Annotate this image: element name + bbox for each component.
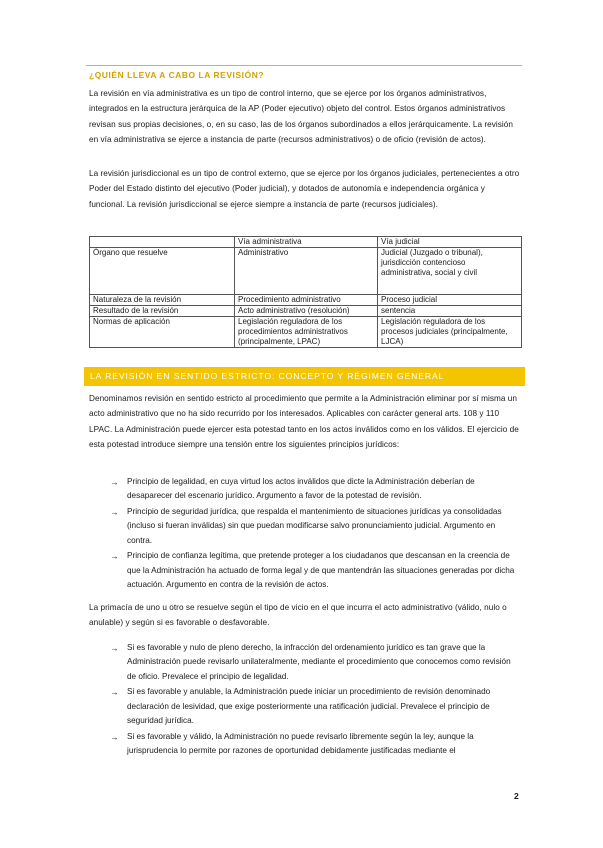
principles-list	[110, 475, 521, 594]
top-rule	[86, 65, 522, 66]
table-header-cell: Vía administrativa	[235, 237, 378, 248]
section-heading-strict-review: LA REVISIÓN EN SENTIDO ESTRICTO: CONCEPTO Y RÉGIMEN GENERAL	[90, 371, 445, 381]
arrow-right-icon: →	[110, 687, 119, 698]
list-item	[110, 475, 521, 504]
page-number: 2	[514, 791, 519, 801]
table-cell: Procedimiento administrativo	[235, 295, 378, 306]
table-row	[90, 317, 522, 348]
section-banner	[84, 367, 525, 386]
table-cell: Administrativo	[235, 248, 378, 295]
table-cell: Normas de aplicación	[90, 317, 235, 348]
table-cell: Proceso judicial	[378, 295, 522, 306]
table-header-row	[90, 237, 522, 248]
arrow-right-icon: →	[110, 643, 119, 653]
list-item	[110, 730, 521, 759]
table-row	[90, 248, 522, 295]
table-cell: Acto administrativo (resolución)	[235, 306, 378, 317]
list-item-text: Principio de legalidad, en cuya virtud los actos inválidos que dicte la Administración deberían de desaparecer del escenario jurídico. Argumento a favor de la potestad de revisión.	[127, 477, 475, 501]
arrow-right-icon: →	[110, 477, 119, 487]
table-header-cell: Vía judicial	[378, 237, 522, 248]
list-item-text: Principio de seguridad jurídica, que respalda el mantenimiento de situaciones jurídicas ya consolidadas (incluso si fueran inválidas) sin que puedan modificarse salvo pronunciamiento judicial. Argumento en contra.	[127, 507, 502, 545]
table-cell: Judicial (Juzgado o tribunal), jurisdicción contencioso administrativa, social y civil	[378, 248, 522, 295]
table-cell: Resultado de la revisión	[90, 306, 235, 317]
paragraph-judicial-review: La revisión jurisdiccional es un tipo de control externo, que se ejerce por los órganos judiciales, pertenecientes a otro Poder del Estado distinto del ejecutivo (Poder judicial), y dotados de autonomía e independencia orgánica y funcional. La revisión jurisdiccional se ejerce siempre a instancia de parte (recursos judiciales).	[89, 169, 520, 209]
list-item-text: Si es favorable y nulo de pleno derecho, la infracción del ordenamiento jurídico es tan grave que la Administración puede revisarlo unilateralmente, mediante el procedimiento que conocemos como revisión de oficio. Prevalece el principio de legalidad.	[127, 643, 511, 681]
list-item-text: Si es favorable y anulable, la Administración puede iniciar un procedimiento de revisión denominado declaración de lesividad, que exige posteriormente una ratificación judicial. Prevalece el principio de seguridad jurídica.	[127, 687, 491, 725]
list-item	[110, 549, 521, 592]
table-cell: Naturaleza de la revisión	[90, 295, 235, 306]
arrow-right-icon: →	[110, 731, 119, 742]
paragraph-primacy: La primacía de uno u otro se resuelve según el tipo de vicio en el que incurra el acto administrativo (válido, nulo o anulable) y según si es favorable o desfavorable.	[89, 603, 507, 628]
list-item	[110, 685, 521, 728]
paragraph-administrative-review: La revisión en vía administrativa es un tipo de control interno, que se ejerce por los órganos administrativos, integrados en la estructura jerárquica de la AP (Poder ejecutivo) objeto del control. Estos órganos administrativos revisan sus propias decisiones, o, en su caso, las de los órganos subordinados a ellos jerárquicamente. La revisión en vía administrativa se ejerce a instancia de parte (recursos administrativos) o de oficio (revisión de actos).	[89, 89, 514, 145]
table-row	[90, 295, 522, 306]
section-heading-who-reviews: ¿QUIÉN LLEVA A CABO LA REVISIÓN?	[89, 70, 265, 80]
table-cell: Legislación reguladora de los procedimientos administrativos (principalmente, LPAC)	[235, 317, 378, 348]
cases-list	[110, 641, 521, 760]
table-row	[90, 306, 522, 317]
arrow-right-icon: →	[110, 507, 119, 518]
list-item-text: Si es favorable y válido, la Administración no puede revisarlo libremente según la ley, aunque la jurisprudencia lo permite por razones de oportunidad debidamente justificadas mediante el	[127, 731, 474, 756]
table-cell: sentencia	[378, 306, 522, 317]
arrow-right-icon: →	[110, 551, 119, 562]
comparison-table	[89, 236, 522, 348]
paragraph-strict-review-definition: Denominamos revisión en sentido estricto al procedimiento que permite a la Administración eliminar por sí misma un acto administrativo que no ha sido recurrido por los interesados. Aplicables con carácter general arts. 108 y 110 LPAC. La Administración puede ejercer esta potestad tanto en los actos inválidos como en los válidos. El ejercicio de esta potestad introduce siempre una tensión entre los siguientes principios jurídicos:	[89, 394, 519, 450]
list-item	[110, 505, 521, 548]
list-item-text: Principio de confianza legítima, que pretende proteger a los ciudadanos que descansan en la creencia de que la Administración ha actuado de forma legal y de que mantendrán las situaciones generadas por dicha actuación. Argumento en contra de la revisión de actos.	[127, 551, 515, 590]
table-header-cell	[90, 237, 235, 248]
table-cell: Órgano que resuelve	[90, 248, 235, 295]
list-item	[110, 641, 521, 684]
table-cell: Legislación reguladora de los procesos judiciales (principalmente, LJCA)	[378, 317, 522, 348]
